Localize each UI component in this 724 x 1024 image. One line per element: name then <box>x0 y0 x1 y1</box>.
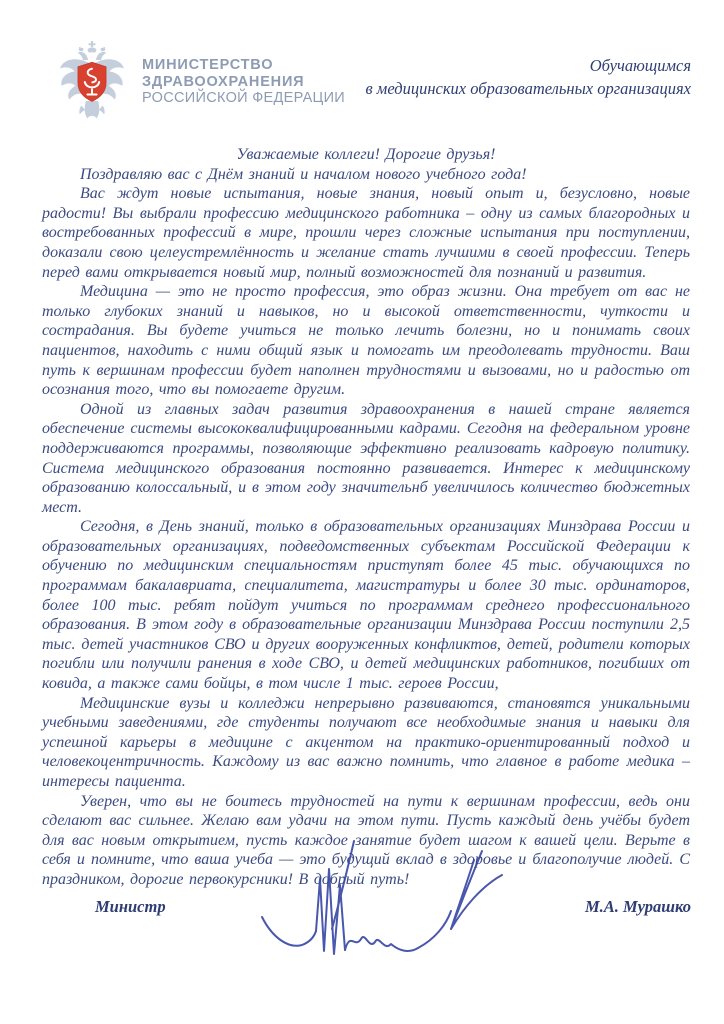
addressee-line2: в медицинских образовательных организациях <box>365 79 691 98</box>
ministry-name-line2: ЗДРАВООХРАНЕНИЯ <box>142 73 305 90</box>
letter-paragraph: Одной из главных задач развития здравоохранения в нашей стране является обеспечение системы высококвалифицированными кадрами. Сегодня на федеральном уровне поддерживаются программы, позволяющие эффективно реализовать кадровую политику. Система медицинского образования постоянно развивается. Интерес к медицинскому образованию колоссальный, и в этом году значительнб увеличилось количество бюджетных мест. <box>42 400 690 516</box>
letter-paragraph: Медицина — это не просто профессия, это образ жизни. Она требует от вас не только глубоких знаний и навыков, но и высокой ответственности, чуткости и сострадания. Вы будете учиться не только лечить болезни, но и понимать своих пациентов, находить с ними общий язык и помогать им преодолевать трудности. Ваш путь к вершинам профессии будет наполнен трудностями и вызовами, но и радостью от осознания того, что вы помогаете другим. <box>42 283 690 399</box>
letter-paragraph: Медицинские вузы и колледжи непрерывно развиваются, становятся уникальными учебными заведениями, где студенты получают все необходимые знания и навыки для успешной карьеры в медицине с акцентом на практико-ориентированный подход и человекоцентричность. Каждому из вас важно помнить, что главное в работе медика – интересы пациента. <box>42 694 690 790</box>
signer-title: Министр <box>95 897 166 916</box>
letter-paragraphs <box>42 165 690 890</box>
letter-paragraph: Сегодня, в День знаний, только в образовательных организациях Минздрава России и образовательных организациях, подведомственных субъектам Российской Федерации к обучению по медицинским специальностям приступят более 45 тыс. обучающихся по программам бакалавриата, специалитета, магистратуры и более 30 тыс. ординаторов, более 100 тыс. ребят пойдут учиться по программам среднего профессионального образования. В этом году в образовательные организации Минздрава России поступили 2,5 тыс. детей участников СВО и других вооруженных конфликтов, детей, родители которых погибли или получили ранения в ходе СВО, и детей медицинских работников, погибших от ковида, а также сами бойцы, в том числе 1 тыс. героев России, <box>42 518 690 693</box>
letter-body <box>42 145 690 890</box>
ministry-name-line1: МИНИСТЕРСТВО <box>142 57 274 73</box>
addressee-block <box>366 54 692 100</box>
letter-paragraph: Поздравляю вас с Днём знаний и началом нового учебного года! <box>80 165 527 183</box>
letter-paragraph: Вас ждут новые испытания, новые знания, новый опыт и, безусловно, новые радости! Вы выбрали профессию медицинского работника – одну из самых благородных и востребованных профессий в мире, прошли через сложные испытания при поступлении, доказали свою целеустремлённость и желание стать лучшими в своей профессии. Теперь перед вами открывается новый мир, полный возможностей для познаний и развития. <box>42 185 690 281</box>
addressee-line1: Обучающимся <box>589 56 691 75</box>
letter-paragraph: Уверен, что вы не боитесь трудностей на пути к вершинам профессии, ведь они сделают вас сильнее. Желаю вам удачи на этом пути. Пусть каждый день учёбы будет для вас новым открытием, пусть каждое занятие будет шагом к вашей цели. Верьте в себя и помните, что ваша учеба — это будущий вклад в здоровье и благополучие людей. С праздником, дорогие первокурсники! В добрый путь! <box>42 792 690 888</box>
signature-row <box>42 897 691 917</box>
signer-name: М.А. Мурашко <box>584 897 691 916</box>
ministry-name-line3: РОССИЙСКОЙ ФЕДЕРАЦИИ <box>142 90 346 106</box>
ministry-name-block <box>142 57 345 107</box>
letter-salutation: Уважаемые коллеги! Дорогие друзья! <box>236 146 496 163</box>
ministry-emblem-double-eagle-icon <box>54 40 130 124</box>
